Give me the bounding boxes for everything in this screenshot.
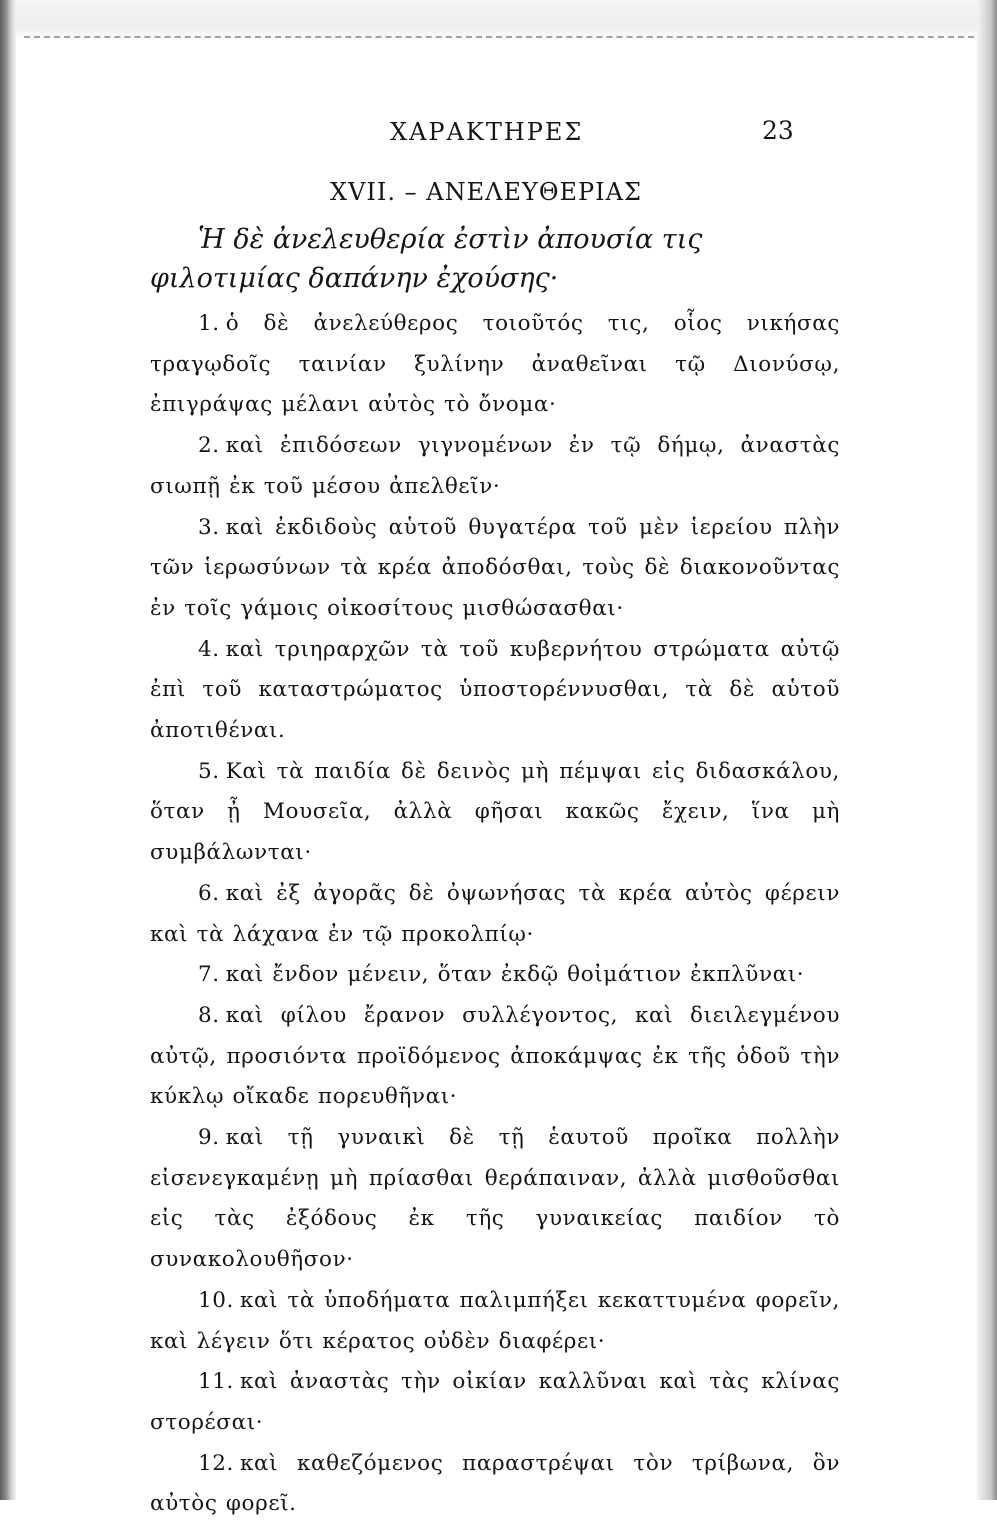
paragraph-2 bbox=[150, 426, 840, 507]
paragraph-text: καὶ ἐπιδόσεων γιγνομένων ἐν τῷ δήμῳ, ἀναστὰς σιωπῇ ἐκ τοῦ μέσου ἀπελθεῖν· bbox=[150, 433, 840, 499]
paragraph-6 bbox=[150, 874, 840, 955]
paragraph-3 bbox=[150, 508, 840, 630]
paragraph-text: καὶ καθεζόμενος παραστρέψαι τὸν τρίβωνα, ὃν αὐτὸς φορεῖ. bbox=[150, 1450, 840, 1517]
paragraph-11 bbox=[150, 1362, 840, 1443]
paragraph-text: ὁ δὲ ἀνελεύθερος τοιοῦτός τις, οἷος νικήσας τραγῳδοῖς ταινίαν ξυλίνην ἀναθεῖναι τῷ Διονύσῳ, ἐπιγράψας μέλανι αὐτὸς τὸ ὄνομα· bbox=[150, 311, 840, 418]
paragraph-text: καὶ ἐξ ἀγορᾶς δὲ ὀψωνήσας τὰ κρέα αὐτὸς φέρειν καὶ τὰ λάχανα ἐν τῷ προκολπίῳ· bbox=[150, 880, 840, 947]
paragraph-number: 8. bbox=[198, 1002, 220, 1028]
paragraph-text: καὶ ἔνδον μένειν, ὅταν ἐκδῷ θοἰμάτιον ἐκπλῦναι· bbox=[225, 962, 805, 988]
paragraph-4 bbox=[150, 630, 840, 752]
chapter-title: XVII. – ΑΝΕΛΕΥΘΕΡΙΑΣ bbox=[330, 178, 642, 206]
paragraph-text: καὶ ἐκδιδοὺς αὑτοῦ θυγατέρα τοῦ μὲν ἱερείου πλὴν τῶν ἱερωσύνων τὰ κρέα ἀποδόσθαι, τοὺς δὲ διακονοῦντας ἐν τοῖς γάμοις οἰκοσίτους μισθώσασθαι· bbox=[150, 514, 840, 621]
paragraph-text: Καὶ τὰ παιδία δὲ δεινὸς μὴ πέμψαι εἰς διδασκάλου, ὅταν ᾖ Μουσεῖα, ἀλλὰ φῆσαι κακῶς ἔχειν, ἵνα μὴ συμβάλωνται· bbox=[150, 758, 840, 866]
text-body bbox=[150, 304, 840, 1525]
paragraph-number: 1. bbox=[198, 311, 220, 336]
paragraph-text: καὶ ἀναστὰς τὴν οἰκίαν καλλῦναι καὶ τὰς κλίνας στορέσαι· bbox=[150, 1369, 840, 1435]
paragraph-number: 3. bbox=[198, 514, 220, 540]
book-page bbox=[150, 0, 840, 1517]
paragraph-text: καὶ τριηραρχῶν τὰ τοῦ κυβερνήτου στρώματα αὐτῷ ἐπὶ τοῦ καταστρώματος ὑποστορέννυσθαι, τὰ δὲ αὑτοῦ ἀποτιθέναι. bbox=[150, 636, 840, 744]
definition bbox=[150, 220, 840, 298]
paragraph-number: 10. bbox=[198, 1287, 234, 1313]
paragraph-number: 6. bbox=[198, 880, 220, 906]
paragraph-number: 5. bbox=[198, 758, 220, 784]
paragraph-number: 9. bbox=[198, 1125, 220, 1151]
scan-right-edge bbox=[977, 0, 997, 1500]
paragraph-text: καὶ τῇ γυναικὶ δὲ τῇ ἑαυτοῦ προῖκα πολλὴν εἰσενεγκαμένῃ μὴ πρίασθαι θεράπαιναν, ἀλλὰ μισθοῦσθαι εἰς τὰς ἐξόδους ἐκ τῆς γυναικείας παιδίον τὸ συνακολουθῆσον· bbox=[150, 1125, 840, 1273]
definition-text: Ἡ δὲ ἀνελευθερία ἐστὶν ἀπουσία τις φιλοτιμίας δαπάνην ἐχούσης· bbox=[150, 224, 703, 294]
page-number: 23 bbox=[762, 116, 794, 145]
paragraph-text: καὶ φίλου ἔρανον συλλέγοντος, καὶ διειλεγμένου αὐτῷ, προσιόντα προϊδόμενος ἀποκάμψας ἐκ τῆς ὁδοῦ τὴν κύκλῳ οἴκαδε πορευθῆναι· bbox=[150, 1002, 840, 1110]
paragraph-number: 11. bbox=[198, 1369, 234, 1395]
running-head: ΧΑΡΑΚΤΗΡΕΣ bbox=[390, 118, 584, 146]
paragraph-8 bbox=[150, 996, 840, 1118]
paragraph-number: 12. bbox=[198, 1450, 234, 1476]
paragraph-number: 7. bbox=[198, 962, 220, 988]
paragraph-1 bbox=[150, 304, 840, 426]
paragraph-12 bbox=[150, 1444, 840, 1525]
paragraph-number: 4. bbox=[198, 636, 220, 662]
paragraph-text: καὶ τὰ ὑποδήματα παλιμπήξει κεκαττυμένα φορεῖν, καὶ λέγειν ὅτι κέρατος οὐδὲν διαφέρει· bbox=[150, 1287, 840, 1354]
paragraph-9 bbox=[150, 1118, 840, 1281]
paragraph-10 bbox=[150, 1281, 840, 1362]
scan-left-edge bbox=[0, 0, 16, 1500]
paragraph-number: 2. bbox=[198, 433, 220, 459]
paragraph-5 bbox=[150, 752, 840, 874]
paragraph-7 bbox=[150, 955, 840, 996]
